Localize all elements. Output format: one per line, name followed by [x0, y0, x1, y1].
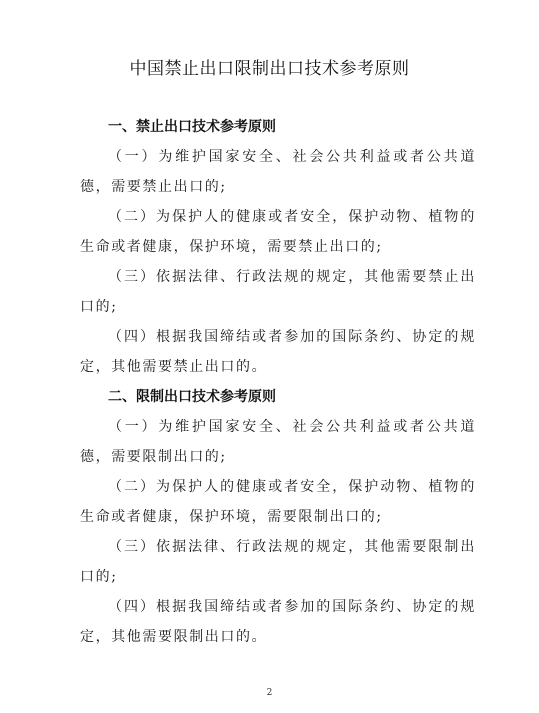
section-heading: 一、禁止出口技术参考原则	[108, 119, 276, 135]
clause-paragraph: （二）为保护人的健康或者安全，保护动物、植物的生命或者健康，保护环境，需要限制出口的;	[80, 479, 476, 525]
clause-paragraph: （一）为维护国家安全、社会公共利益或者公共道德，需要禁止出口的;	[80, 149, 476, 195]
clause-paragraph: （三）依据法律、行政法规的规定，其他需要限制出口的;	[80, 539, 476, 585]
section-prohibited	[80, 112, 476, 382]
clause-paragraph: （三）依据法律、行政法规的规定，其他需要禁止出口的;	[80, 269, 476, 315]
clause-paragraph: （二）为保护人的健康或者安全，保护动物、植物的生命或者健康，保护环境，需要禁止出口的;	[80, 209, 476, 255]
section-heading: 二、限制出口技术参考原则	[108, 389, 276, 405]
document-title: 中国禁止出口限制出口技术参考原则	[129, 59, 410, 79]
clause-paragraph: （四）根据我国缔结或者参加的国际条约、协定的规定，其他需要禁止出口的。	[80, 329, 476, 375]
clause-paragraph: （一）为维护国家安全、社会公共利益或者公共道德，需要限制出口的;	[80, 419, 476, 465]
document-body	[80, 112, 476, 652]
section-restricted	[80, 382, 476, 652]
clause-paragraph: （四）根据我国缔结或者参加的国际条约、协定的规定，其他需要限制出口的。	[80, 599, 476, 645]
page-number: 2	[266, 688, 273, 698]
